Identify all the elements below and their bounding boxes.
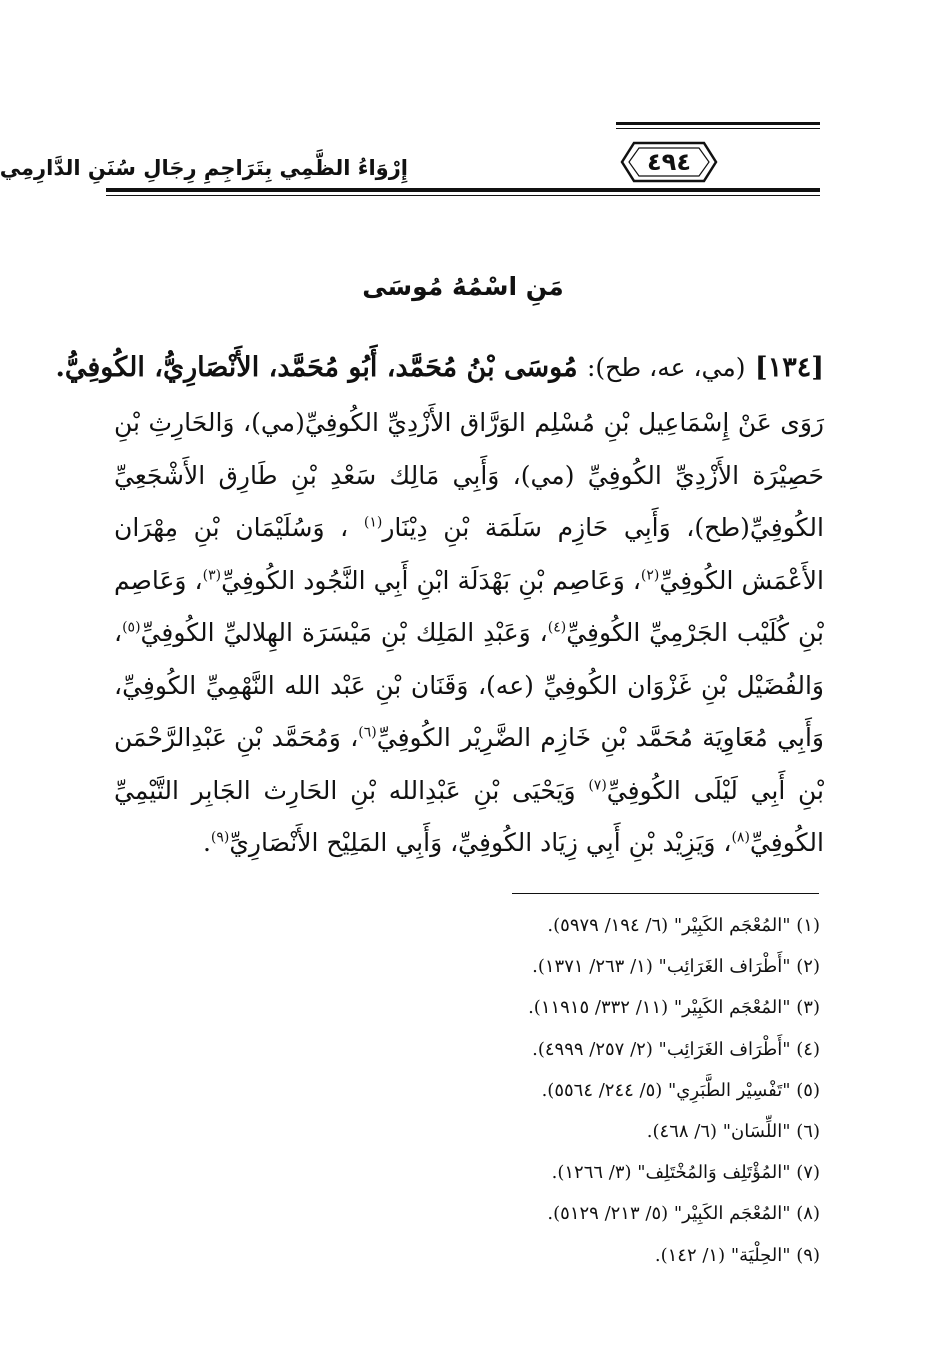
- footnote-reference[interactable]: (٣): [202, 567, 222, 584]
- footnote: (٢) "أَطْرَاف الغَرَائِب" (١/ ٢٦٣/ ١٣٧١).: [532, 956, 820, 978]
- footnote-reference[interactable]: (٨): [731, 829, 750, 846]
- body-segment: ، وَعَبْدِ المَلِك بْنِ مَيْسَرَة الهِلاليِّ الكُوفِيِّ: [140, 618, 548, 647]
- body-segment: .: [202, 828, 211, 857]
- footnote: (٧) "المُؤْتَلِف وَالمُخْتَلِف" (٣/ ١٢٦٦).: [551, 1162, 820, 1184]
- body-paragraph: [114, 397, 824, 870]
- section-heading: مَنِ اسْمُهُ مُوسَى: [362, 272, 564, 301]
- footnote-separator: [512, 893, 819, 894]
- body-segment: وَيَحْيَى بْنِ عَبْدِالله بْنِ الحَارِث الجَابِر التَّيْمِيِّ الكُوفِيِّ: [114, 775, 824, 857]
- page-number-frame: [620, 140, 718, 184]
- running-title: إِرْوَاءُ الظَّمِي بِتَرَاجِمِ رِجَالِ سُنَنِ الدَّارِمِي: [0, 156, 408, 180]
- body-segment: ، وَمُحَمَّد بْنِ عَبْدِالرَّحْمَن بْنِ أَبِي لَيْلَى الكُوفِيِّ: [114, 723, 825, 805]
- footnote: (١) "المُعْجَم الكَبِيْر" (٦/ ١٩٤/ ٥٩٧٩).: [547, 915, 820, 936]
- body-segment: ، وَسُلَيْمَان بْنِ مِهْرَان الأَعْمَش الكُوفِيِّ: [114, 513, 824, 595]
- header-ornament-line: [616, 122, 820, 125]
- page-number: ٤٩٤: [647, 148, 691, 176]
- footnote: (٥) "تَفْسِيْر الطَّبَرِي" (٥/ ٢٤٤/ ٥٥٦٤).: [541, 1079, 820, 1101]
- footnotes-list: [320, 905, 820, 1276]
- footnote: (٣) "المُعْجَم الكَبِيْر" (١١/ ٣٣٢/ ١١٩١٥).: [528, 997, 820, 1019]
- footnote-reference[interactable]: (١): [363, 514, 383, 531]
- footnote: (٨) "المُعْجَم الكَبِيْر" (٥/ ٢١٣/ ٥١٢٩).: [547, 1203, 820, 1225]
- body-segment: ، وَالفُضَيْل بْنِ غَزْوَان الكُوفِيِّ (عه)، وَقَنَان بْنِ عَبْد الله النَّهْمِيِّ الكُوفِيِّ، وَأَبِي مُعَاوِيَة مُحَمَّد بْنِ خَازِم الضَّرِيْر الكُوفِيِّ: [114, 618, 824, 752]
- footnote: (٤) "أَطْرَاف الغَرَائِب" (٢/ ٢٥٧/ ٤٩٩٩).: [532, 1038, 820, 1060]
- entry-body: [114, 397, 824, 870]
- running-header: [0, 118, 820, 198]
- footnote: (٦) "اللِّسَان" (٦/ ٤٦٨).: [646, 1120, 820, 1142]
- footnote: (٩) "الحِلْيَة" (١/ ١٤٢).: [654, 1244, 820, 1266]
- body-segment: ، وَعَاصِم بْنِ كُلَيْب الجَرْمِيِّ الكُوفِيِّ: [114, 565, 824, 647]
- footnote-reference[interactable]: (٩): [210, 829, 230, 846]
- header-rule: [106, 195, 820, 196]
- entry-codes: (مي، عه، طح):: [586, 353, 746, 382]
- footnote-reference[interactable]: (٥): [122, 619, 141, 636]
- entry-heading: [55, 344, 824, 392]
- entry-number: [١٣٤]: [754, 352, 824, 383]
- header-ornament-line: [616, 128, 820, 129]
- body-segment: ، وَيَزِيْد بْنِ أَبِي زِيَاد الكُوفِيِّ، وَأَبِي المَلِيْح الأَنْصَارِيِّ: [229, 828, 732, 857]
- footnote-reference[interactable]: (٤): [547, 619, 567, 636]
- body-segment: ، وَعَاصِم بْنِ بَهْدَلَة ابْنِ أَبِي النَّجُود الكُوفِيِّ: [221, 565, 641, 595]
- footnote-reference[interactable]: (٦): [358, 724, 377, 741]
- header-rule: [106, 188, 820, 192]
- footnote-reference[interactable]: (٢): [640, 567, 660, 584]
- body-segment: رَوَى عَنْ إِسْمَاعِيل بْنِ مُسْلِم الوَرَّاق الأَزْدِيِّ الكُوفِيِّ(مي)، وَالحَارِثِ بْنِ حَصِيْرَة الأَزْدِيِّ الكُوفِيِّ (مي)، وَأَبِي مَالِك سَعْدِ بْنِ طَارِق الأَشْجَعِيِّ الكُوفِيِّ(طح)، وَأَبِي حَازِم سَلَمَة بْنِ دِيْنَار: [114, 408, 824, 542]
- entry-name: مُوسَى بْنُ مُحَمَّد، أَبُو مُحَمَّد، الأَنْصَارِيُّ، الكُوفِيُّ.: [55, 352, 578, 383]
- footnote-reference[interactable]: (٧): [588, 777, 607, 794]
